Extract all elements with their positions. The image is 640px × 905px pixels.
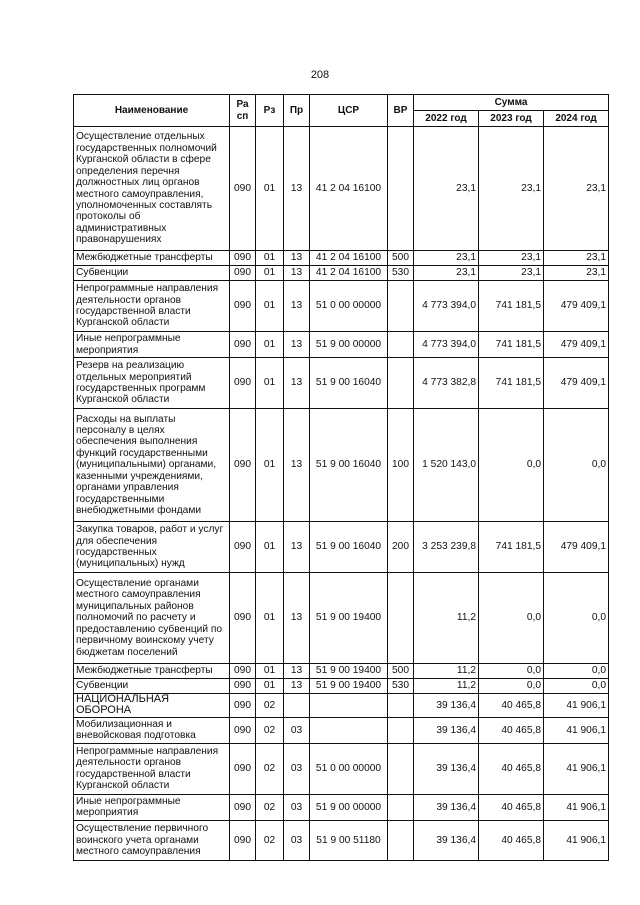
row-name-cell: Субвенции — [74, 679, 230, 694]
row-rz-cell: 01 — [256, 573, 284, 664]
row-2022-cell: 4 773 394,0 — [414, 332, 479, 358]
row-vr-cell: 200 — [388, 522, 414, 573]
table-row — [74, 127, 609, 251]
row-2022-cell: 11,2 — [414, 664, 479, 679]
row-csr-cell: 51 9 00 16040 — [310, 522, 388, 573]
row-pr-cell: 03 — [284, 717, 310, 743]
row-rasp-cell: 090 — [230, 679, 256, 694]
row-csr-cell: 51 9 00 16040 — [310, 409, 388, 522]
row-rasp-cell: 090 — [230, 266, 256, 281]
table-row — [74, 820, 609, 860]
row-name-cell: Осуществление органами местного самоуправления муниципальных районов полномочий по расчету и предоставлению субвенций по первичному воинскому учету бюджетам поселений — [74, 573, 230, 664]
row-vr-cell: 530 — [388, 679, 414, 694]
row-2023-cell: 0,0 — [479, 679, 544, 694]
row-name-cell: Расходы на выплаты персоналу в целях обеспечения выполнения функций государственными (муниципальными) органами, казенными учреждениями, органами управления государственными внебюджетными фондами — [74, 409, 230, 522]
header-year-2022: 2022 год — [414, 111, 479, 127]
row-csr-cell: 51 9 00 51180 — [310, 820, 388, 860]
row-rz-cell: 01 — [256, 679, 284, 694]
row-2024-cell: 23,1 — [544, 251, 609, 266]
row-csr-cell: 51 0 00 00000 — [310, 743, 388, 794]
table-row — [74, 794, 609, 820]
row-name-cell: Закупка товаров, работ и услуг для обеспечения государственных (муниципальных) нужд — [74, 522, 230, 573]
row-2022-cell: 39 136,4 — [414, 794, 479, 820]
row-rz-cell: 01 — [256, 522, 284, 573]
row-pr-cell: 13 — [284, 332, 310, 358]
row-2022-cell: 4 773 394,0 — [414, 281, 479, 332]
row-pr-cell: 13 — [284, 251, 310, 266]
row-csr-cell: 51 9 00 00000 — [310, 332, 388, 358]
row-2023-cell: 23,1 — [479, 127, 544, 251]
row-vr-cell — [388, 358, 414, 409]
row-2024-cell: 0,0 — [544, 409, 609, 522]
row-name-cell: Осуществление отдельных государственных полномочий Курганской области в сфере определения перечня должностных лиц органов местного самоуправления, уполномоченных составлять протоколы об административных правонарушениях — [74, 127, 230, 251]
table-row — [74, 332, 609, 358]
row-name-cell: Субвенции — [74, 266, 230, 281]
row-pr-cell — [284, 694, 310, 718]
row-2022-cell: 23,1 — [414, 251, 479, 266]
row-2022-cell: 39 136,4 — [414, 717, 479, 743]
row-rasp-cell: 090 — [230, 332, 256, 358]
row-2023-cell: 23,1 — [479, 251, 544, 266]
row-pr-cell: 13 — [284, 522, 310, 573]
header-csr: ЦСР — [310, 95, 388, 127]
row-rz-cell: 02 — [256, 694, 284, 718]
row-vr-cell — [388, 794, 414, 820]
row-pr-cell: 03 — [284, 743, 310, 794]
row-2024-cell: 479 409,1 — [544, 332, 609, 358]
row-pr-cell: 13 — [284, 127, 310, 251]
row-2024-cell: 41 906,1 — [544, 743, 609, 794]
budget-table — [73, 94, 609, 861]
row-rz-cell: 02 — [256, 743, 284, 794]
row-vr-cell: 500 — [388, 251, 414, 266]
row-name-cell: Иные непрограммные мероприятия — [74, 332, 230, 358]
row-2022-cell: 11,2 — [414, 679, 479, 694]
row-2023-cell: 0,0 — [479, 409, 544, 522]
row-vr-cell — [388, 717, 414, 743]
row-2024-cell: 23,1 — [544, 266, 609, 281]
row-vr-cell — [388, 332, 414, 358]
row-2022-cell: 39 136,4 — [414, 694, 479, 718]
row-vr-cell — [388, 743, 414, 794]
table-body — [74, 127, 609, 861]
row-rz-cell: 01 — [256, 664, 284, 679]
row-rasp-cell: 090 — [230, 820, 256, 860]
row-rasp-cell: 090 — [230, 717, 256, 743]
row-2022-cell: 23,1 — [414, 127, 479, 251]
table-header — [74, 95, 609, 127]
row-2022-cell: 39 136,4 — [414, 820, 479, 860]
row-csr-cell: 41 2 04 16100 — [310, 251, 388, 266]
row-2023-cell: 0,0 — [479, 664, 544, 679]
row-vr-cell: 530 — [388, 266, 414, 281]
row-name-cell: Осуществление первичного воинского учета органами местного самоуправления — [74, 820, 230, 860]
row-pr-cell: 13 — [284, 664, 310, 679]
row-2024-cell: 479 409,1 — [544, 522, 609, 573]
header-pr: Пр — [284, 95, 310, 127]
row-rasp-cell: 090 — [230, 794, 256, 820]
row-rz-cell: 01 — [256, 409, 284, 522]
row-csr-cell: 51 9 00 16040 — [310, 358, 388, 409]
header-sum: Сумма — [414, 95, 609, 111]
table-row — [74, 694, 609, 718]
row-rz-cell: 01 — [256, 266, 284, 281]
row-csr-cell: 51 9 00 19400 — [310, 664, 388, 679]
row-2024-cell: 479 409,1 — [544, 281, 609, 332]
table-row — [74, 409, 609, 522]
row-rz-cell: 02 — [256, 717, 284, 743]
row-vr-cell — [388, 281, 414, 332]
row-csr-cell: 41 2 04 16100 — [310, 127, 388, 251]
row-pr-cell: 13 — [284, 409, 310, 522]
row-2023-cell: 0,0 — [479, 573, 544, 664]
table-row — [74, 573, 609, 664]
row-2023-cell: 741 181,5 — [479, 358, 544, 409]
row-2022-cell: 23,1 — [414, 266, 479, 281]
row-rasp-cell: 090 — [230, 251, 256, 266]
row-2022-cell: 3 253 239,8 — [414, 522, 479, 573]
table-row — [74, 251, 609, 266]
row-pr-cell: 13 — [284, 281, 310, 332]
row-2023-cell: 741 181,5 — [479, 281, 544, 332]
row-2024-cell: 479 409,1 — [544, 358, 609, 409]
header-name: Наименование — [74, 95, 230, 127]
row-2024-cell: 0,0 — [544, 679, 609, 694]
row-rasp-cell: 090 — [230, 127, 256, 251]
row-2024-cell: 41 906,1 — [544, 717, 609, 743]
table-row — [74, 664, 609, 679]
row-rz-cell: 01 — [256, 332, 284, 358]
row-2022-cell: 11,2 — [414, 573, 479, 664]
row-name-cell: Мобилизационная и вневойсковая подготовка — [74, 717, 230, 743]
row-2023-cell: 741 181,5 — [479, 332, 544, 358]
page-number: 208 — [310, 69, 330, 81]
row-2024-cell: 41 906,1 — [544, 794, 609, 820]
row-rasp-cell: 090 — [230, 664, 256, 679]
row-2022-cell: 1 520 143,0 — [414, 409, 479, 522]
row-2023-cell: 40 465,8 — [479, 694, 544, 718]
row-vr-cell — [388, 573, 414, 664]
row-name-cell: НАЦИОНАЛЬНАЯ ОБОРОНА — [74, 694, 230, 718]
row-name-cell: Резерв на реализацию отдельных мероприятий государственных программ Курганской области — [74, 358, 230, 409]
row-2022-cell: 4 773 382,8 — [414, 358, 479, 409]
row-rasp-cell: 090 — [230, 694, 256, 718]
row-pr-cell: 03 — [284, 820, 310, 860]
row-csr-cell — [310, 694, 388, 718]
row-2024-cell: 0,0 — [544, 664, 609, 679]
row-csr-cell: 51 0 00 00000 — [310, 281, 388, 332]
row-name-cell: Иные непрограммные мероприятия — [74, 794, 230, 820]
row-vr-cell — [388, 820, 414, 860]
row-2023-cell: 40 465,8 — [479, 820, 544, 860]
row-pr-cell: 13 — [284, 358, 310, 409]
row-2022-cell: 39 136,4 — [414, 743, 479, 794]
row-vr-cell: 100 — [388, 409, 414, 522]
row-rasp-cell: 090 — [230, 573, 256, 664]
table-row — [74, 266, 609, 281]
row-2023-cell: 23,1 — [479, 266, 544, 281]
row-rasp-cell: 090 — [230, 358, 256, 409]
row-pr-cell: 13 — [284, 573, 310, 664]
row-csr-cell — [310, 717, 388, 743]
header-year-2023: 2023 год — [479, 111, 544, 127]
table-row — [74, 358, 609, 409]
row-2024-cell: 41 906,1 — [544, 820, 609, 860]
row-rz-cell: 01 — [256, 127, 284, 251]
row-rz-cell: 01 — [256, 358, 284, 409]
row-csr-cell: 51 9 00 19400 — [310, 679, 388, 694]
row-rasp-cell: 090 — [230, 743, 256, 794]
row-2024-cell: 0,0 — [544, 573, 609, 664]
row-rasp-cell: 090 — [230, 522, 256, 573]
row-name-cell: Непрограммные направления деятельности органов государственной власти Курганской области — [74, 281, 230, 332]
row-vr-cell — [388, 694, 414, 718]
row-2023-cell: 40 465,8 — [479, 743, 544, 794]
row-pr-cell: 13 — [284, 679, 310, 694]
header-rasp: Ра сп — [230, 95, 256, 127]
table-row — [74, 743, 609, 794]
row-vr-cell — [388, 127, 414, 251]
row-2023-cell: 40 465,8 — [479, 717, 544, 743]
table-row — [74, 522, 609, 573]
row-csr-cell: 41 2 04 16100 — [310, 266, 388, 281]
row-name-cell: Межбюджетные трансферты — [74, 664, 230, 679]
header-vr: ВР — [388, 95, 414, 127]
row-rasp-cell: 090 — [230, 281, 256, 332]
row-2023-cell: 741 181,5 — [479, 522, 544, 573]
row-csr-cell: 51 9 00 19400 — [310, 573, 388, 664]
table-row — [74, 717, 609, 743]
row-rz-cell: 01 — [256, 281, 284, 332]
row-name-cell: Межбюджетные трансферты — [74, 251, 230, 266]
row-vr-cell: 500 — [388, 664, 414, 679]
row-2024-cell: 23,1 — [544, 127, 609, 251]
row-2024-cell: 41 906,1 — [544, 694, 609, 718]
row-2023-cell: 40 465,8 — [479, 794, 544, 820]
row-pr-cell: 03 — [284, 794, 310, 820]
row-csr-cell: 51 9 00 00000 — [310, 794, 388, 820]
table-row — [74, 281, 609, 332]
table-row — [74, 679, 609, 694]
row-pr-cell: 13 — [284, 266, 310, 281]
row-rz-cell: 01 — [256, 251, 284, 266]
row-rz-cell: 02 — [256, 794, 284, 820]
header-year-2024: 2024 год — [544, 111, 609, 127]
header-rz: Рз — [256, 95, 284, 127]
row-rz-cell: 02 — [256, 820, 284, 860]
row-rasp-cell: 090 — [230, 409, 256, 522]
row-name-cell: Непрограммные направления деятельности органов государственной власти Курганской области — [74, 743, 230, 794]
